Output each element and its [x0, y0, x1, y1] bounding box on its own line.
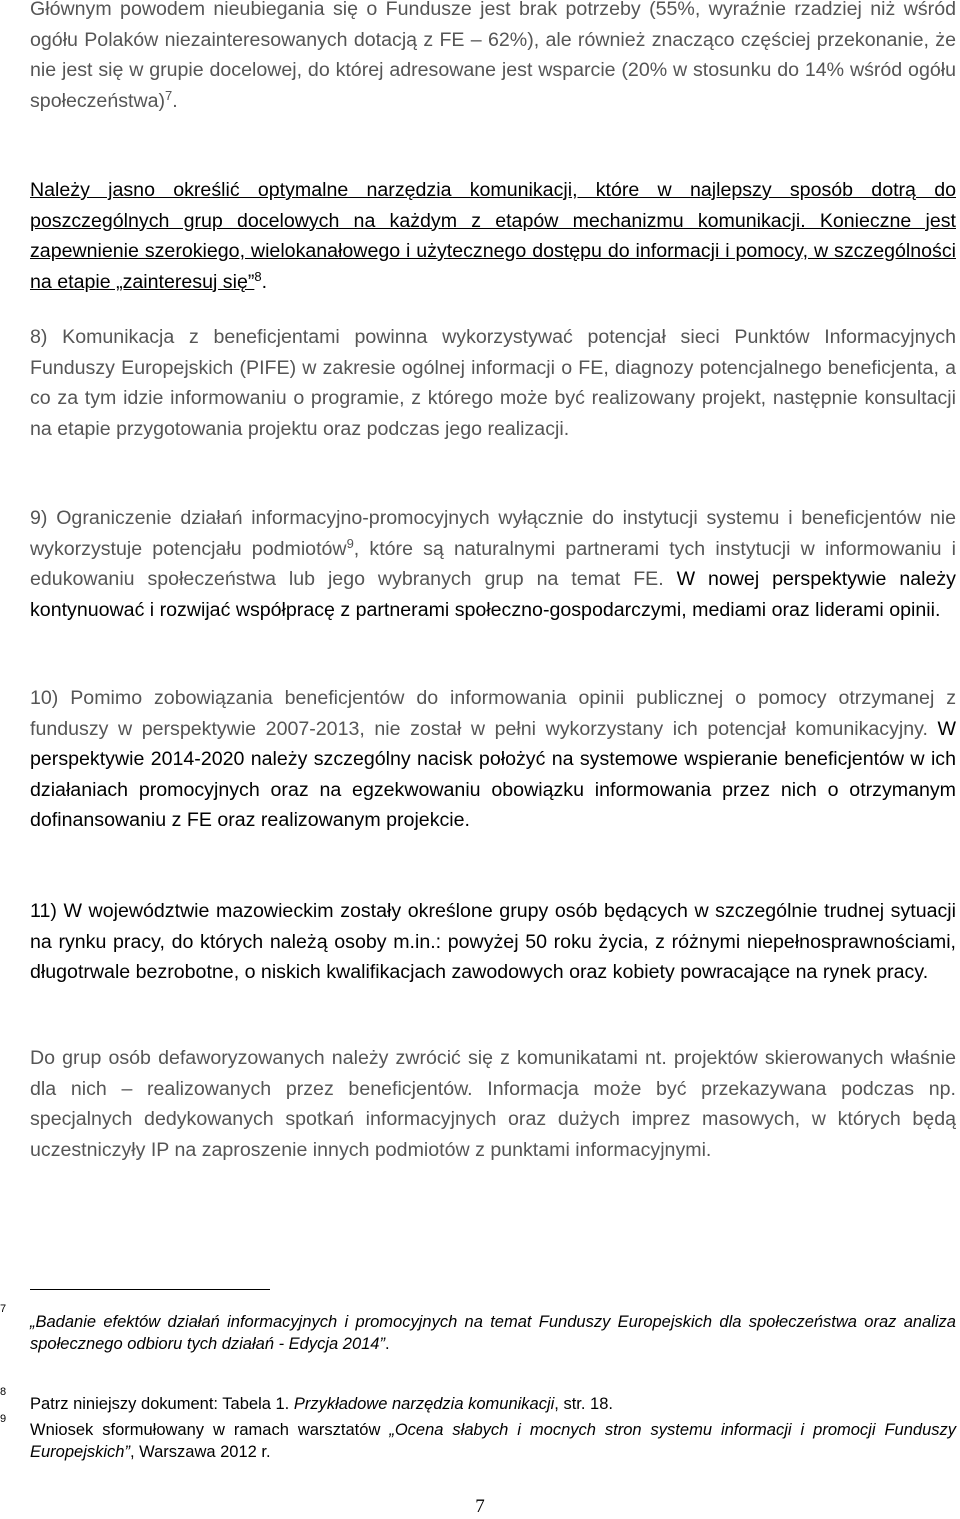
footnote-separator: [30, 1289, 270, 1290]
list-number: 9): [30, 507, 48, 529]
list-item-text: W województwie mazowieckim zostały określone grupy osób będących w szczególnie trudnej sytuacji na rynku pracy, do których należą osoby m.in.: powyżej 50 roku życia, z różnymi niepełnosprawnościami, długotrwale bezrobotne, o niskich kwalifikacjach zawodowych oraz kobiety powracające na rynek pracy.: [30, 900, 956, 983]
footnote-text: Patrz niniejszy dokument: Tabela 1.: [30, 1395, 294, 1413]
page-number: 7: [475, 1496, 485, 1517]
footnote-text: Wniosek sformułowany w ramach warsztatów: [30, 1421, 390, 1439]
list-number: 10): [30, 687, 59, 709]
footnote-mark: 7: [0, 1303, 7, 1315]
list-item-text: Ograniczenie działań informacyjno-promocyjnych wyłącznie do instytucji systemu i beneficjentów nie wykorzystuje potencjału podmiotów: [30, 507, 956, 560]
intro-text: Głównym powodem nieubiegania się o Fundusze jest brak potrzeby (55%, wyraźnie rzadziej niż wśród ogółu Polaków niezainteresowanych dotacją z FE – 62%), ale również znacząco częściej przekonanie, że nie jest się w grupie docelowej, do której adresowane jest wsparcie (20% w stosunku do 14% wśród ogółu społeczeństwa): [30, 0, 956, 112]
footnote-tail: .: [384, 1335, 390, 1353]
highlight-paragraph: [30, 175, 956, 297]
continuation-text: Do grup osób defaworyzowanych należy zwrócić się z komunikatami nt. projektów skierowanych właśnie dla nich – realizowanych przez beneficjentów. Informacja może być przekazywana podczas np. specjalnych dedykowanych spotkań informacyjnych oraz dużych imprez masowych, w których będą uczestniczyły IP na zaproszenie innych podmiotów z punktami informacyjnymi.: [30, 1047, 956, 1161]
footnote-7: [0, 1303, 956, 1355]
footnote-text: „Badanie efektów działań informacyjnych i promocyjnych na temat Funduszy Europejskich dla społeczeństwa oraz analiza społecznego odbioru tych działań - Edycja 2014”: [30, 1313, 956, 1353]
footnote-ref-7[interactable]: 7: [165, 87, 173, 103]
highlight-text: Należy jasno określić optymalne narzędzia komunikacji, które w najlepszy sposób dotrą do poszczególnych grup docelowych na każdym z etapów mechanizmu komunikacji. Konieczne jest zapewnienie szerokiego, wielokanałowego i użytecznego dostępu do informacji i pomocy, w szczególności na etapie „zainteresuj się”: [30, 179, 956, 293]
list-item-emphasis: W perspektywie 2014-2020 należy szczególny nacisk położyć na systemowe wspieranie beneficjentów w ich działaniach promocyjnych oraz na egzekwowaniu obowiązku informowania przez nich o otrzymanym dofinansowaniu z FE oraz realizowanym projekcie.: [30, 717, 956, 831]
list-item-11: [30, 896, 956, 988]
list-item-emphasis: W nowej perspektywie należy kontynuować i rozwijać współpracę z partnerami społeczno-gospodarczymi, mediami oraz liderami opinii.: [30, 568, 956, 621]
list-item-10: [30, 683, 956, 836]
footnote-title: Przykładowe narzędzia komunikacji: [293, 1395, 555, 1413]
footnote-mark: 8: [0, 1386, 7, 1398]
highlight-tail: .: [261, 270, 268, 293]
list-item-9: [30, 503, 956, 625]
list-number: 11): [30, 900, 57, 922]
footnote-title: „Ocena słabych i mocnych stron systemu informacji i promocji Funduszy Europejskich”: [30, 1421, 956, 1461]
footnote-ref-8[interactable]: 8: [254, 268, 262, 284]
list-number: 8): [30, 326, 48, 348]
footnote-ref-9[interactable]: 9: [346, 535, 354, 551]
intro-paragraph: [30, 0, 956, 116]
intro-tail: .: [172, 89, 178, 112]
list-item-text: Komunikacja z beneficjentami powinna wykorzystywać potencjał sieci Punktów Informacyjnych Funduszy Europejskich (PIFE) w zakresie ogólnej informacji o FE, diagnozy potencjalnego beneficjenta, a co za tym idzie informowaniu o programie, z którego może być realizowany projekt, następnie konsultacji na etapie przygotowania projektu oraz podczas jego realizacji.: [30, 326, 956, 440]
footnote-mark: 9: [0, 1413, 7, 1425]
list-item-8: [30, 322, 956, 444]
list-item-text: , które są naturalnymi partnerami tych instytucji w informowaniu i edukowaniu społeczeństwa lub jego wybranych grup na temat FE.: [30, 537, 956, 590]
footnote-tail: , str. 18.: [554, 1395, 613, 1413]
list-item-text: Pomimo zobowiązania beneficjentów do informowania opinii publicznej o pomocy otrzymanej z funduszy w perspektywie 2007-2013, nie został w pełni wykorzystany ich potencjał komunikacyjny.: [30, 687, 956, 740]
footnote-tail: , Warszawa 2012 r.: [129, 1443, 271, 1461]
footnote-8: [0, 1386, 956, 1415]
footnote-9: [0, 1413, 956, 1463]
list-item-11-continuation: [30, 1043, 956, 1165]
